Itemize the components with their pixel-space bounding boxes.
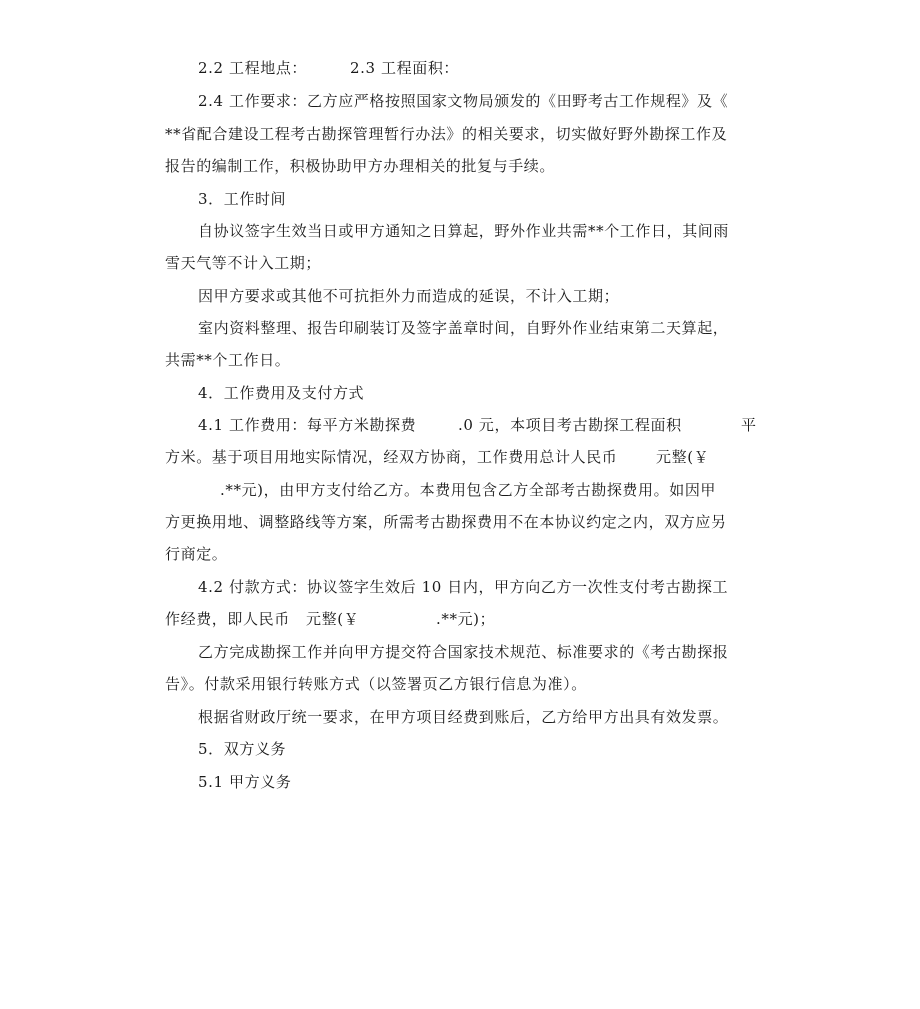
line-fees-2b: 元整(￥ xyxy=(656,448,710,466)
line-fees-2a: 方米。基于项目用地实际情况，经双方协商，工作费用总计人民币 xyxy=(165,448,618,466)
line-project-area: 2.3 工程面积： xyxy=(350,59,460,77)
line-work-requirements: 2.4 工作要求：乙方应严格按照国家文物局颁发的《田野考古工作规程》及《 xyxy=(198,92,729,110)
line-work-time-4: 室内资料整理、报告印刷装订及签字盖章时间，自野外作业结束第二天算起， xyxy=(198,319,729,337)
line-payment-2a: 作经费，即人民币 xyxy=(165,610,290,628)
line-payment-5: 根据省财政厅统一要求，在甲方项目经费到账后，乙方给甲方出具有效发票。 xyxy=(198,708,729,726)
line-payment-3: 乙方完成勘探工作并向甲方提交符合国家技术规范、标准要求的《考古勘探报 xyxy=(198,643,729,661)
line-fees-1c: 平 xyxy=(741,416,757,434)
heading-obligations: 5．双方义务 xyxy=(198,740,287,758)
line-fees-1a: 4.1 工作费用：每平方米勘探费 xyxy=(198,416,417,434)
line-work-time-5: 共需**个工作日。 xyxy=(165,351,291,369)
line-work-time-3: 因甲方要求或其他不可抗拒外力而造成的延误，不计入工期； xyxy=(198,287,620,305)
line-work-requirements-2: **省配合建设工程考古勘探管理暂行办法》的相关要求，切实做好野外勘探工作及 xyxy=(165,125,728,143)
heading-fees-payment: 4．工作费用及支付方式 xyxy=(198,384,365,402)
line-payment-2c: .**元)； xyxy=(436,610,496,628)
line-payment-2b: 元整(￥ xyxy=(306,610,360,628)
heading-work-time: 3．工作时间 xyxy=(198,190,287,208)
heading-party-a-obligations: 5.1 甲方义务 xyxy=(198,773,292,791)
line-work-time-2: 雪天气等不计入工期； xyxy=(165,254,322,272)
line-project-location: 2.2 工程地点： xyxy=(198,59,308,77)
line-work-time-1: 自协议签字生效当日或甲方通知之日算起，野外作业共需**个工作日，其间雨 xyxy=(198,222,730,240)
line-payment-1: 4.2 付款方式：协议签字生效后 10 日内，甲方向乙方一次性支付考古勘探工 xyxy=(198,578,729,596)
line-work-requirements-3: 报告的编制工作，积极协助甲方办理相关的批复与手续。 xyxy=(165,157,556,175)
line-fees-1b: .0 元，本项目考古勘探工程面积 xyxy=(458,416,682,434)
line-fees-5: 行商定。 xyxy=(165,545,228,563)
line-fees-4: 方更换用地、调整路线等方案，所需考古勘探费用不在本协议约定之内，双方应另 xyxy=(165,513,727,531)
line-payment-4: 告》。付款采用银行转账方式（以签署页乙方银行信息为准）。 xyxy=(165,675,587,693)
line-fees-3: .**元)，由甲方支付给乙方。本费用包含乙方全部考古勘探费用。如因甲 xyxy=(220,481,717,499)
